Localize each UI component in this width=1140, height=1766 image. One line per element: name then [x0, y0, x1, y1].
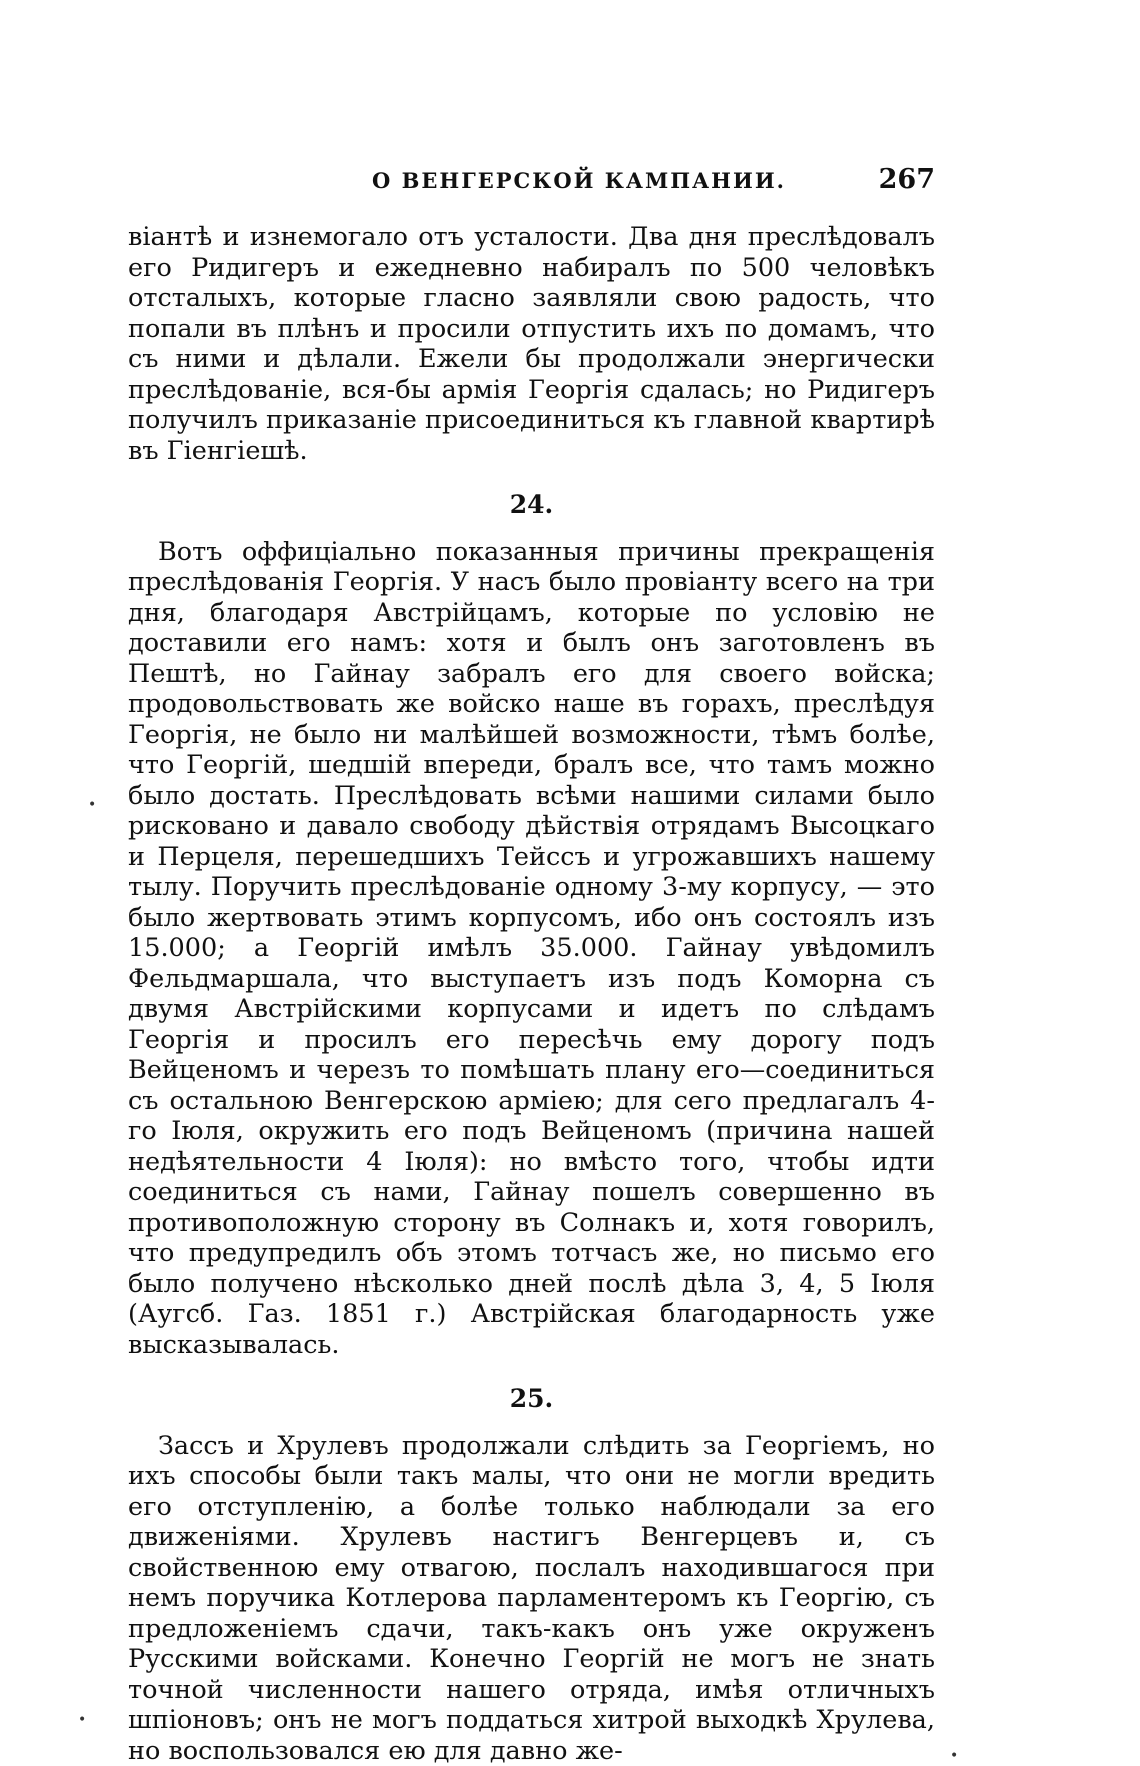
paragraph-section-25: Зассъ и Хрулевъ продолжали слѣдить за Георгіемъ, но ихъ способы были такъ малы, что они не могли вредить его отступленію, а болѣе только наблюдали за его движеніями. Хрулевъ настигъ Венгерцевъ и, съ свойственною ему отвагою, послалъ находившагося при немъ поручика Котлерова парламентеромъ къ Георгію, съ предложеніемъ сдачи, такъ-какъ онъ уже окруженъ Русскими войсками. Конечно Георгій не могъ не знать точной численности нашего отряда, имѣя отличныхъ шпіоновъ; онъ не могъ поддаться хитрой выходкѣ Хрулева, но воспользовался ею для давно же- — [128, 1430, 935, 1766]
section-number-24: 24. — [509, 490, 554, 519]
margin-speck: • — [78, 1712, 87, 1728]
page-header — [128, 160, 935, 200]
paragraph-continuation: віантѣ и изнемогало отъ усталости. Два дня преслѣдовалъ его Ридигеръ и ежедневно набиралъ по 500 человѣкъ отсталыхъ, которые гласно заявляли свою радость, что попали въ плѣнъ и просили отпустить ихъ по домамъ, что съ ними и дѣлали. Ежели бы продолжали энергически преслѣдованіе, вся-бы армія Георгія сдалась; но Ридигеръ получилъ приказаніе присоединиться къ главной квартирѣ въ Гіенгіешѣ. — [128, 222, 935, 466]
page-number: 267 — [878, 164, 935, 195]
section-number-25: 25. — [509, 1384, 554, 1413]
running-title: О ВЕНГЕРСКОЙ КАМПАНИИ. — [372, 168, 786, 193]
margin-speck: • — [88, 797, 97, 813]
page-body — [128, 222, 935, 1766]
paragraph-section-24: Вотъ оффиціально показанныя причины прекращенія преслѣдованія Георгія. У насъ было провіанту всего на три дня, благодаря Австрійцамъ, которые по условію не доставили его намъ: хотя и былъ онъ заготовленъ въ Пештѣ, но Гайнау забралъ его для своего войска; продовольствовать же войско наше въ горахъ, преслѣдуя Георгія, не было ни малѣйшей возможности, тѣмъ болѣе, что Георгій, шедшій впереди, бралъ все, что тамъ можно было достать. Преслѣдовать всѣми нашими силами было рисковано и давало свободу дѣйствія отрядамъ Высоцкаго и Перцеля, перешедшихъ Тейссъ и угрожавшихъ нашему тылу. Поручить преслѣдованіе одному 3-му корпусу, — это было жертвовать этимъ корпусомъ, ибо онъ состоялъ изъ 15.000; а Георгій имѣлъ 35.000. Гайнау увѣдомилъ Фельдмаршала, что выступаетъ изъ подъ Коморна съ двумя Австрійскими корпусами и идетъ по слѣдамъ Георгія и просилъ его пересѣчь ему дорогу подъ Вейценомъ и черезъ то помѣшать плану его—соединиться съ остальною Венгерскою арміею; для сего предлагалъ 4-го Іюля, окружить его подъ Вейценомъ (причина нашей недѣятельности 4 Іюля): но вмѣсто того, чтобы идти соединиться съ нами, Гайнау пошелъ совершенно въ противоположную сторону въ Солнакъ и, хотя говорилъ, что предупредилъ объ этомъ тотчасъ же, но письмо его было получено нѣсколько дней послѣ дѣла 3, 4, 5 Іюля (Аугсб. Газ. 1851 г.) Австрійская благодарность уже высказывалась. — [128, 536, 935, 1360]
margin-speck: • — [950, 1748, 959, 1764]
